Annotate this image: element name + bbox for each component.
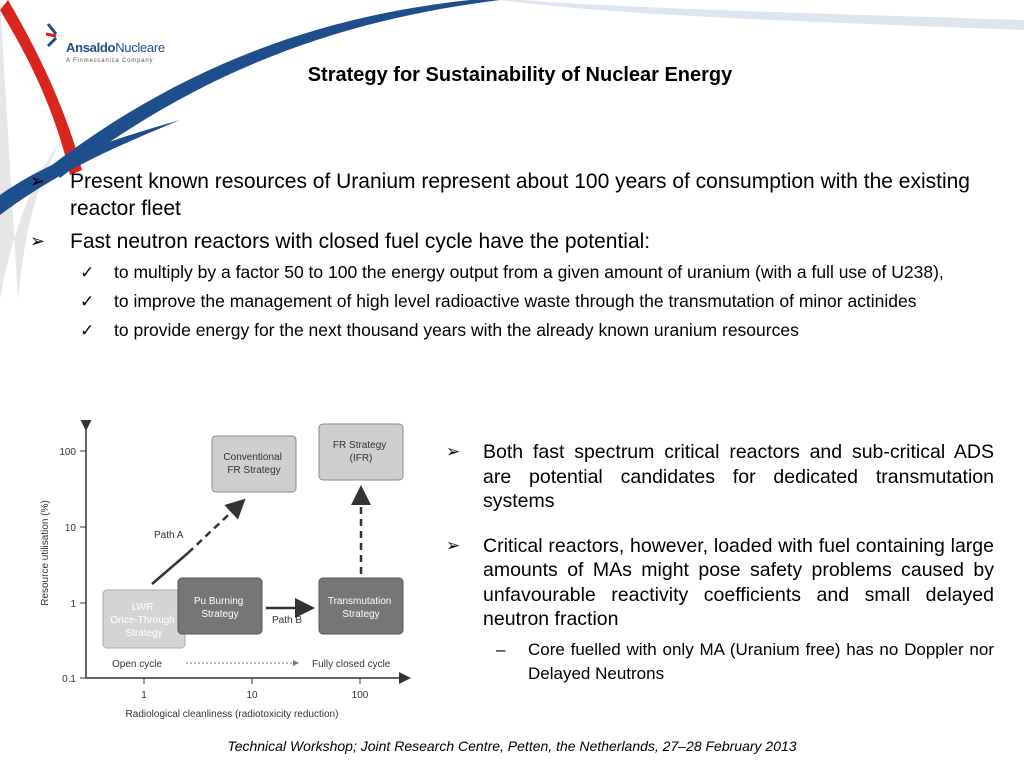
lwr-box-label: LWR Once-Through Strategy bbox=[110, 602, 175, 639]
dash-bullet-icon: – bbox=[496, 639, 506, 659]
y-tick-label: 0.1 bbox=[62, 674, 76, 685]
check-bullet-icon: ✓ bbox=[80, 263, 95, 282]
x-tick-label: 1 bbox=[141, 690, 147, 701]
arrow-bullet-icon: ➢ bbox=[446, 535, 461, 555]
strategy-diagram bbox=[36, 420, 418, 722]
conventional-fr-box bbox=[212, 436, 296, 492]
x-tick-label: 10 bbox=[246, 690, 258, 701]
x-axis-label: Radiological cleanliness (radiotoxicity reduction) bbox=[125, 709, 339, 720]
y-tick-label: 1 bbox=[70, 599, 76, 610]
bullet-item: ➢ Fast neutron reactors with closed fuel cycle have the potential: bbox=[30, 230, 651, 253]
fr-strategy-box bbox=[319, 424, 403, 480]
y-tick-label: 100 bbox=[59, 447, 76, 458]
path-a-label: Path A bbox=[154, 530, 184, 541]
fr-strategy-box-label: FR Strategy (IFR) bbox=[332, 440, 387, 464]
x-tick-label: 100 bbox=[351, 690, 369, 701]
open-cycle-label: Open cycle bbox=[112, 659, 163, 670]
right-bullet-list bbox=[446, 440, 994, 686]
conventional-fr-box-label: Conventional FR Strategy bbox=[223, 452, 282, 476]
arrow-bullet-icon: ➢ bbox=[30, 231, 46, 251]
logo-text: AnsaldoNucleare bbox=[66, 40, 165, 55]
arrow-bullet-icon: ➢ bbox=[446, 442, 461, 461]
bullet-item: ➢ Present known resources of Uranium represent about 100 years of consumption with the existing reactor fleet bbox=[30, 170, 970, 220]
footer-text: Technical Workshop; Joint Research Centre, Petten, the Netherlands, 27–28 February 2013 bbox=[227, 738, 797, 754]
check-bullet-icon: ✓ bbox=[80, 292, 95, 311]
bullet-item: ➢ Both fast spectrum critical reactors and sub-critical ADS are potential candidates for dedicated transmutation systems bbox=[446, 441, 994, 512]
sub-bullet-item: ✓ to multiply by a factor 50 to 100 the energy output from a given amount of uranium (with a full use of U238), bbox=[80, 262, 944, 282]
main-bullet-list bbox=[30, 168, 1000, 348]
slide-title: Strategy for Sustainability of Nuclear Energy bbox=[307, 64, 733, 86]
pu-burning-box-label: Pu Burning Strategy bbox=[193, 596, 244, 620]
y-axis-label: Resource utilisation (%) bbox=[40, 500, 51, 606]
path-b-label: Path B bbox=[272, 615, 303, 626]
path-a-arrow bbox=[188, 502, 242, 553]
closed-cycle-label: Fully closed cycle bbox=[312, 659, 391, 670]
sub-bullet-item: ✓ to improve the management of high level radioactive waste through the transmutation of minor actinides bbox=[80, 291, 917, 311]
bullet-item: ➢ Critical reactors, however, loaded with fuel containing large amounts of MAs might pose safety problems caused by unfavourable reactivity coefficients and small delayed neutron fraction bbox=[446, 534, 994, 630]
sub-bullet-item: ✓ to provide energy for the next thousand years with the already known uranium resources bbox=[80, 320, 799, 340]
transmutation-box-label: Transmutation Strategy bbox=[327, 596, 392, 620]
check-bullet-icon: ✓ bbox=[80, 321, 95, 340]
sub-bullet-item: – Core fuelled with only MA (Uranium free) has no Doppler nor Delayed Neutrons bbox=[496, 639, 994, 683]
logo-subtitle: A Finmeccanica Company bbox=[66, 58, 154, 64]
arrow-bullet-icon: ➢ bbox=[30, 171, 46, 191]
logo-mark-icon bbox=[44, 20, 68, 50]
y-tick-label: 10 bbox=[64, 523, 76, 534]
